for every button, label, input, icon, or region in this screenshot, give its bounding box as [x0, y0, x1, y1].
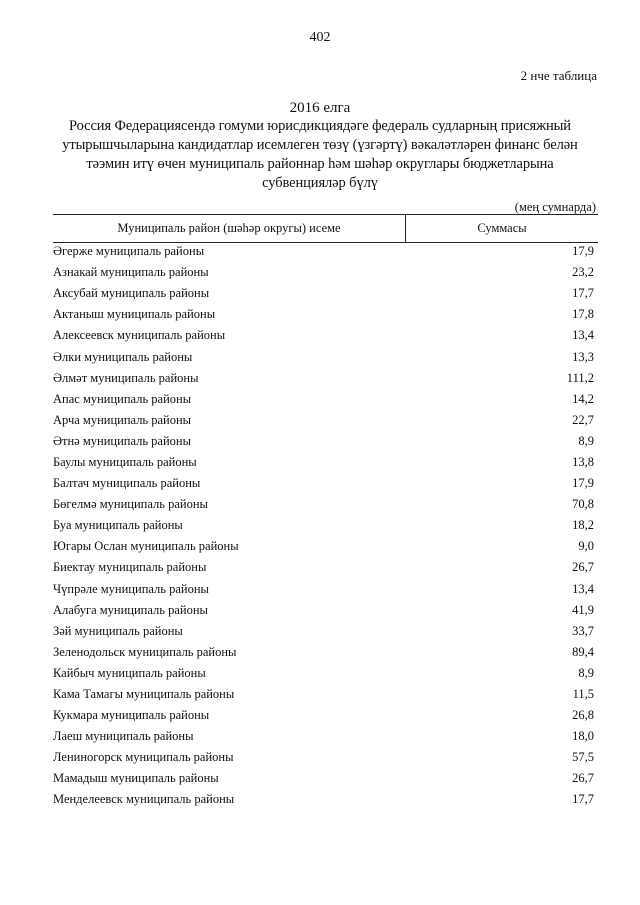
table-row — [53, 389, 596, 410]
table-label: 2 нче таблица — [520, 68, 597, 83]
document-title-block — [40, 99, 600, 193]
title-line: утырышчыларына кандидатлар исемлеген төзү (үзгәртү) вәкаләтләрен финанс белән — [62, 137, 578, 153]
district-name: Зеленодольск муниципаль районы — [53, 644, 237, 659]
table-row — [53, 494, 596, 515]
district-name: Мамадыш муниципаль районы — [53, 771, 219, 786]
subsidy-amount: 17,9 — [572, 244, 594, 259]
table-row — [53, 536, 596, 557]
table-row — [53, 705, 596, 726]
district-name: Әтнә муниципаль районы — [53, 433, 192, 448]
table-row — [53, 368, 596, 389]
table-row — [53, 283, 596, 304]
district-name: Әгерже муниципаль районы — [53, 244, 205, 259]
table-row — [53, 410, 596, 431]
district-name: Чүпрәле муниципаль районы — [53, 581, 209, 596]
table-row — [53, 431, 596, 452]
table-row — [53, 579, 596, 600]
table-row — [53, 726, 596, 747]
table-row — [53, 473, 596, 494]
column-header-sum: Суммасы — [477, 221, 527, 235]
table-row — [53, 304, 596, 325]
district-name: Баулы муниципаль районы — [53, 454, 197, 469]
district-name: Азнакай муниципаль районы — [53, 265, 209, 280]
document-year: 2016 елга — [289, 100, 351, 116]
document-title — [40, 117, 600, 193]
district-name: Зәй муниципаль районы — [53, 623, 183, 638]
subsidy-amount: 17,8 — [572, 307, 594, 322]
district-name: Югары Ослан муниципаль районы — [53, 539, 239, 554]
table-row — [53, 325, 596, 346]
subsidy-amount: 8,9 — [578, 433, 594, 448]
district-name: Кама Тамагы муниципаль районы — [53, 687, 235, 702]
table-row — [53, 262, 596, 283]
district-name: Балтач муниципаль районы — [53, 476, 201, 491]
subsidy-amount: 13,3 — [572, 349, 594, 364]
table-row — [53, 600, 596, 621]
subsidy-amount: 14,2 — [572, 391, 594, 406]
table-row — [53, 452, 596, 473]
title-line: субвенцияләр бүлү — [262, 175, 378, 191]
district-name: Буа муниципаль районы — [53, 518, 183, 533]
subsidy-amount: 13,4 — [572, 581, 594, 596]
subsidy-amount: 111,2 — [566, 370, 594, 385]
district-name: Аксубай муниципаль районы — [53, 286, 210, 301]
district-name: Биектау муниципаль районы — [53, 560, 207, 575]
subsidy-amount: 17,7 — [572, 286, 594, 301]
subsidy-amount: 70,8 — [572, 497, 594, 512]
table-row — [53, 241, 596, 262]
district-name: Әлмәт муниципаль районы — [53, 370, 199, 385]
district-name: Кукмара муниципаль районы — [53, 708, 210, 723]
table-row — [53, 663, 596, 684]
table-row — [53, 684, 596, 705]
subsidy-amount: 13,4 — [572, 328, 594, 343]
district-name: Алексеевск муниципаль районы — [53, 328, 226, 343]
subsidy-amount: 23,2 — [572, 265, 594, 280]
subsidy-amount: 26,7 — [572, 560, 594, 575]
subsidy-amount: 8,9 — [578, 665, 594, 680]
table-row — [53, 747, 596, 768]
page-number: 402 — [309, 30, 331, 45]
table-row — [53, 642, 596, 663]
subsidy-amount: 41,9 — [572, 602, 594, 617]
subsidy-amount: 18,2 — [572, 518, 594, 533]
title-line: тәэмин итү өчен муниципаль районнар һәм шәһәр округлары бюджетларына — [86, 156, 554, 172]
table-row — [53, 621, 596, 642]
table-row — [53, 557, 596, 578]
subsidy-amount: 57,5 — [572, 750, 594, 765]
column-header-name: Муниципаль район (шәһәр округы) исеме — [53, 215, 406, 242]
district-name: Әлки муниципаль районы — [53, 349, 193, 364]
subsidy-amount: 89,4 — [572, 644, 594, 659]
table-row — [53, 789, 596, 810]
subsidy-amount: 9,0 — [578, 539, 594, 554]
table-row — [53, 768, 596, 789]
table-header — [53, 214, 598, 243]
title-line: Россия Федерациясендә гомуми юрисдикциядәге федераль судларның присяжный — [69, 118, 571, 134]
district-name: Арча муниципаль районы — [53, 412, 192, 427]
subsidy-amount: 33,7 — [572, 623, 594, 638]
unit-label: (мең сумнарда) — [514, 200, 596, 214]
subsidy-amount: 26,8 — [572, 708, 594, 723]
district-name: Алабуга муниципаль районы — [53, 602, 208, 617]
district-name: Лениногорск муниципаль районы — [53, 750, 234, 765]
district-name: Бөгелмә муниципаль районы — [53, 497, 208, 512]
district-name: Менделеевск муниципаль районы — [53, 792, 235, 807]
district-name: Лаеш муниципаль районы — [53, 729, 194, 744]
table-row — [53, 346, 596, 367]
district-name: Кайбыч муниципаль районы — [53, 665, 206, 680]
subsidy-amount: 13,8 — [572, 454, 594, 469]
subsidy-amount: 17,7 — [572, 792, 594, 807]
district-name: Актаныш муниципаль районы — [53, 307, 216, 322]
subsidy-amount: 18,0 — [572, 729, 594, 744]
subsidy-amount: 17,9 — [572, 476, 594, 491]
subsidy-amount: 22,7 — [572, 412, 594, 427]
district-name: Апас муниципаль районы — [53, 391, 192, 406]
subsidy-amount: 26,7 — [572, 771, 594, 786]
table-row — [53, 515, 596, 536]
table-body — [53, 241, 596, 811]
subsidy-amount: 11,5 — [572, 687, 594, 702]
